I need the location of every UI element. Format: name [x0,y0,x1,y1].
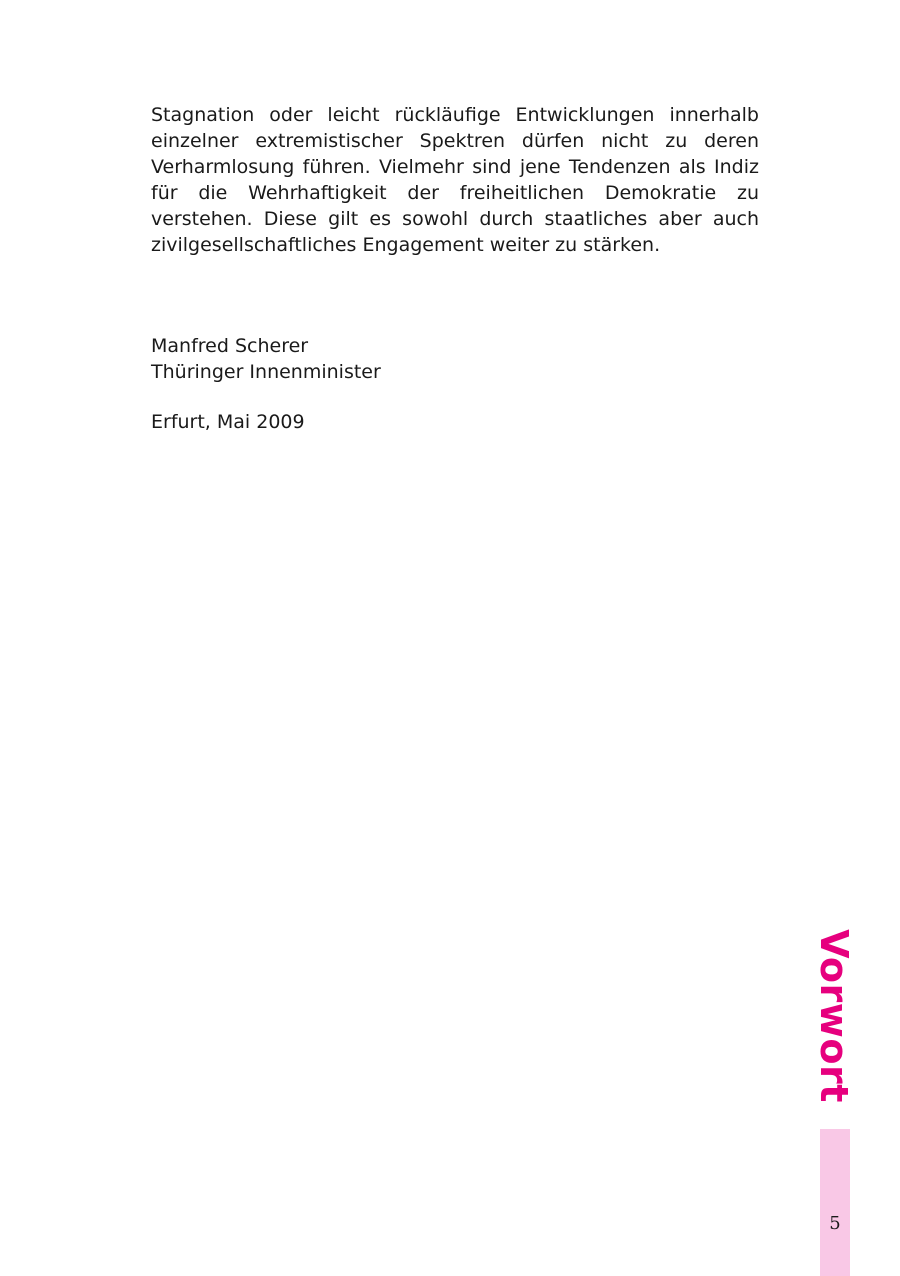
page-number-tab [820,1129,850,1276]
signatory-role: Thüringer Innenminister [151,361,381,383]
place-and-date: Erfurt, Mai 2009 [151,411,305,433]
section-label-text: Vorwort [812,929,857,1103]
body-paragraph: Stagnation oder leicht rückläufige Entwicklungen innerhalb einzelner extremistischer Spektren dürfen nicht zu deren Verharmlosung führen. Vielmehr sind jene Tendenzen als Indiz für die Wehrhaftigkeit der freiheitlichen Demokratie zu verstehen. Diese gilt es sowohl durch staatliches aber auch zivilgesellschaftliches Engagement weiter zu stärken. [151,104,759,256]
signatory-name: Manfred Scherer [151,335,309,357]
section-label [799,929,869,1103]
signature-block [151,333,381,385]
page-number: 5 [829,1213,841,1234]
